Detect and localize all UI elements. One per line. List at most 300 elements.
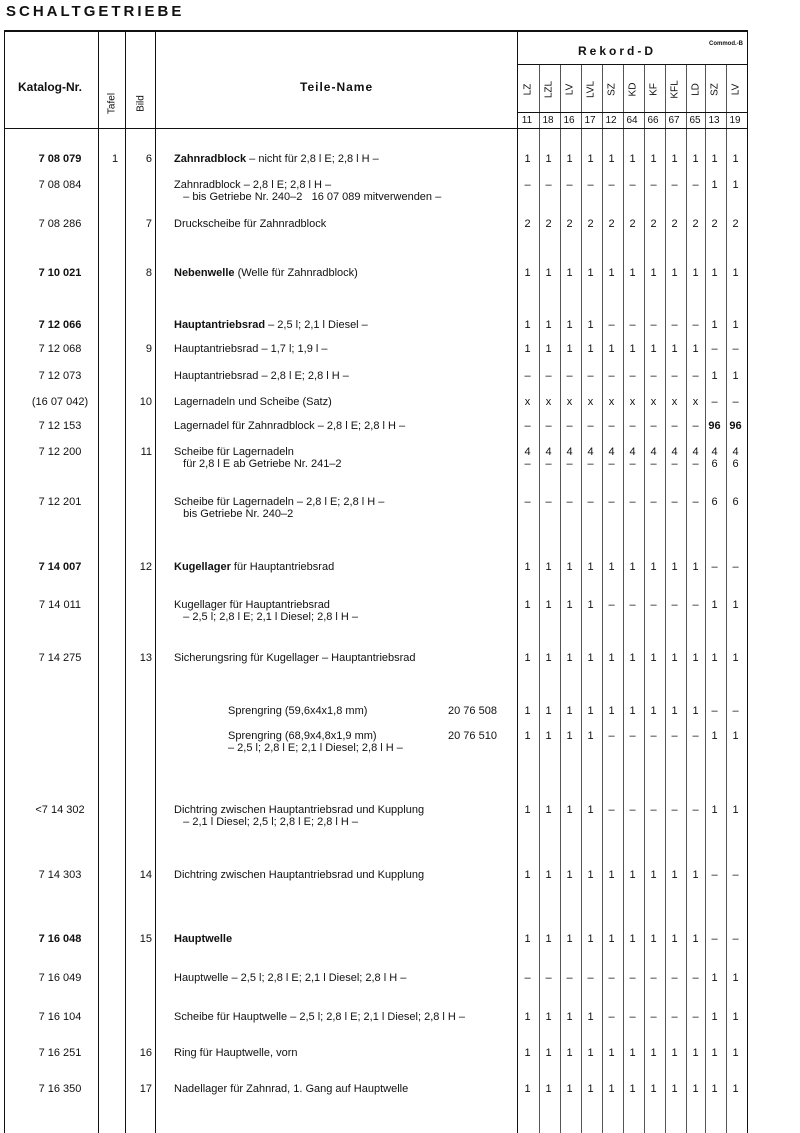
bild-number: 9 [145, 343, 152, 355]
quantity-cell: 1 [545, 652, 552, 664]
header-katalog: Katalog-Nr. [18, 80, 83, 94]
quantity-cell: x [587, 396, 594, 408]
quantity-cell: – [629, 972, 636, 984]
quantity-cell: 4 [711, 446, 718, 458]
header-teile-name: Teile-Name [300, 80, 374, 94]
bild-number: 6 [145, 153, 152, 165]
quantity-cell: – [711, 933, 718, 945]
quantity-cell: 4 [545, 446, 552, 458]
quantity-cell: 1 [711, 1011, 718, 1023]
quantity-cell: – [692, 1011, 699, 1023]
part-name: Kugellager für Hauptantriebsrad [174, 561, 335, 573]
quantity-cell: – [692, 370, 699, 382]
header-bild: Bild [135, 95, 147, 112]
quantity-cell: 1 [566, 1011, 573, 1023]
quantity-cell: – [671, 370, 678, 382]
column-code: SZ [606, 83, 618, 96]
quantity-cell: 1 [671, 267, 678, 279]
quantity-cell: 2 [524, 218, 531, 230]
quantity-cell: – [692, 420, 699, 432]
quantity-cell: 96 [729, 420, 742, 432]
column-number: 11 [521, 115, 533, 126]
quantity-cell: – [671, 496, 678, 508]
quantity-cell: 1 [711, 599, 718, 611]
quantity-cell: 1 [732, 972, 739, 984]
quantity-cell: – [545, 420, 552, 432]
quantity-cell: 6 [711, 458, 718, 470]
quantity-cell: 1 [692, 267, 699, 279]
quantity-cell: 1 [545, 933, 552, 945]
quantity-cell: 1 [545, 730, 552, 742]
quantity-cell: 1 [650, 933, 657, 945]
quantity-cell: 1 [732, 804, 739, 816]
quantity-cell: 1 [629, 869, 636, 881]
quantity-cell: – [650, 972, 657, 984]
catalog-number: 7 12 066 [38, 319, 82, 331]
quantity-cell: – [608, 496, 615, 508]
col-divider [517, 30, 518, 1133]
quantity-cell: – [650, 370, 657, 382]
quantity-cell: 1 [524, 599, 531, 611]
catalog-number: 7 16 048 [38, 933, 82, 945]
quantity-cell: 1 [587, 730, 594, 742]
quantity-cell: 1 [671, 561, 678, 573]
quantity-cell: – [650, 319, 657, 331]
quantity-cell: 1 [711, 652, 718, 664]
quantity-cell: 1 [608, 705, 615, 717]
quantity-cell: 1 [629, 705, 636, 717]
quantity-cell: – [692, 730, 699, 742]
quantity-cell: – [711, 705, 718, 717]
part-name: Nadellager für Zahnrad, 1. Gang auf Hauptwelle [174, 1083, 409, 1095]
quantity-cell: 1 [711, 804, 718, 816]
bild-number: 11 [140, 446, 152, 458]
quantity-cell: 6 [732, 458, 739, 470]
quantity-cell: – [608, 1011, 615, 1023]
quantity-cell: 2 [545, 218, 552, 230]
part-name: Sprengring (68,9x4,8x1,9 mm) – 2,5 l; 2,8 l E; 2,1 l Diesel; 2,8 l H – [228, 730, 403, 754]
quantity-cell: – [671, 458, 678, 470]
quantity-cell: – [608, 972, 615, 984]
part-name: Scheibe für Hauptwelle – 2,5 l; 2,8 l E; 2,1 l Diesel; 2,8 l H – [174, 1011, 466, 1023]
quantity-cell: – [629, 370, 636, 382]
catalog-number: 7 16 049 [38, 972, 82, 984]
quantity-cell: 1 [608, 267, 615, 279]
header-group-commodore: Commod.-B [709, 41, 743, 47]
quantity-cell: 1 [732, 153, 739, 165]
quantity-cell: 1 [692, 869, 699, 881]
quantity-cell: – [692, 179, 699, 191]
quantity-cell: 1 [587, 267, 594, 279]
quantity-cell: – [692, 496, 699, 508]
quantity-cell: 1 [587, 599, 594, 611]
column-code: KFL [669, 80, 681, 99]
quantity-cell: 1 [524, 1011, 531, 1023]
quantity-cell: 1 [566, 1083, 573, 1095]
quantity-cell: – [545, 370, 552, 382]
quantity-cell: 1 [587, 933, 594, 945]
quantity-cell: – [545, 972, 552, 984]
part-subnumber: 20 76 508 [448, 705, 497, 717]
quantity-cell: 1 [629, 1083, 636, 1095]
quantity-cell: 1 [524, 343, 531, 355]
quantity-cell: – [629, 179, 636, 191]
quantity-cell: – [692, 319, 699, 331]
quantity-cell: – [671, 730, 678, 742]
quantity-cell: 1 [629, 343, 636, 355]
header-divider [517, 64, 748, 65]
quantity-cell: 1 [671, 869, 678, 881]
quantity-cell: 2 [650, 218, 657, 230]
part-name: Scheibe für Lagernadeln – 2,8 l E; 2,8 l H – bis Getriebe Nr. 240–2 [174, 496, 385, 520]
quantity-cell: – [671, 420, 678, 432]
column-code: LV [564, 83, 576, 96]
catalog-number: (16 07 042) [31, 396, 89, 408]
column-code: LV [730, 83, 742, 96]
part-name: Hauptwelle [174, 933, 233, 945]
quantity-cell: 1 [692, 933, 699, 945]
quantity-cell: – [566, 420, 573, 432]
quantity-cell: 1 [608, 561, 615, 573]
quantity-cell: 1 [608, 652, 615, 664]
quantity-cell: 1 [608, 933, 615, 945]
bild-number: 10 [139, 396, 152, 408]
quantity-cell: – [587, 179, 594, 191]
quantity-cell: 1 [711, 1047, 718, 1059]
column-code: LZL [543, 80, 555, 99]
quantity-cell: 1 [732, 370, 739, 382]
part-name: Nebenwelle (Welle für Zahnradblock) [174, 267, 358, 279]
quantity-cell: 1 [629, 267, 636, 279]
column-code: KD [627, 82, 639, 97]
column-number: 17 [584, 115, 596, 126]
quantity-cell: 1 [629, 153, 636, 165]
quantity-cell: 1 [732, 1011, 739, 1023]
column-code: KF [648, 83, 660, 96]
quantity-cell: x [545, 396, 552, 408]
quantity-cell: 1 [671, 343, 678, 355]
catalog-number: 7 16 350 [38, 1083, 82, 1095]
quantity-cell: – [587, 496, 594, 508]
column-number: 16 [563, 115, 575, 126]
quantity-cell: – [671, 972, 678, 984]
quantity-cell: 4 [732, 446, 739, 458]
quantity-cell: 1 [545, 599, 552, 611]
quantity-cell: x [629, 396, 636, 408]
quantity-cell: – [671, 1011, 678, 1023]
quantity-cell: 4 [587, 446, 594, 458]
tafel-number: 1 [111, 153, 119, 165]
quantity-cell: 1 [587, 869, 594, 881]
quantity-cell: – [608, 730, 615, 742]
part-name: Hauptantriebsrad – 2,5 l; 2,1 l Diesel – [174, 319, 368, 331]
quantity-cell: 1 [566, 319, 573, 331]
bild-number: 14 [139, 869, 152, 881]
quantity-cell: 1 [732, 730, 739, 742]
bild-number: 16 [139, 1047, 152, 1059]
bild-number: 15 [139, 933, 152, 945]
column-number: 18 [542, 115, 554, 126]
quantity-cell: 2 [732, 218, 739, 230]
col-divider [125, 30, 126, 1133]
quantity-cell: 4 [692, 446, 699, 458]
quantity-cell: 1 [524, 869, 531, 881]
column-code: LVL [585, 80, 597, 99]
header-divider [517, 112, 748, 113]
quantity-cell: – [587, 420, 594, 432]
quantity-cell: 1 [587, 1083, 594, 1095]
quantity-cell: – [650, 730, 657, 742]
quantity-cell: 1 [566, 869, 573, 881]
part-name: Hauptwelle – 2,5 l; 2,8 l E; 2,1 l Diesel; 2,8 l H – [174, 972, 407, 984]
quantity-cell: 1 [587, 652, 594, 664]
column-code: LZ [522, 83, 534, 96]
quantity-cell: – [524, 458, 531, 470]
quantity-cell: – [587, 972, 594, 984]
bild-number: 17 [139, 1083, 152, 1095]
quantity-cell: 2 [711, 218, 718, 230]
quantity-cell: – [629, 319, 636, 331]
quantity-cell: – [545, 496, 552, 508]
catalog-number: 7 08 079 [38, 153, 82, 165]
quantity-cell: 1 [524, 153, 531, 165]
quantity-cell: 1 [524, 652, 531, 664]
quantity-cell: 1 [692, 1083, 699, 1095]
quantity-cell: 6 [732, 496, 739, 508]
quantity-cell: 1 [629, 1047, 636, 1059]
quantity-cell: 1 [566, 1047, 573, 1059]
quantity-cell: – [711, 396, 718, 408]
quantity-cell: – [711, 561, 718, 573]
quantity-cell: 1 [629, 652, 636, 664]
quantity-cell: 2 [629, 218, 636, 230]
quantity-cell: 2 [566, 218, 573, 230]
quantity-cell: 1 [524, 319, 531, 331]
quantity-cell: – [524, 179, 531, 191]
quantity-cell: – [671, 179, 678, 191]
quantity-cell: – [524, 972, 531, 984]
quantity-cell: 1 [711, 730, 718, 742]
quantity-cell: 1 [629, 561, 636, 573]
quantity-cell: 4 [650, 446, 657, 458]
catalog-number: 7 12 068 [38, 343, 82, 355]
quantity-cell: – [650, 179, 657, 191]
quantity-cell: 96 [708, 420, 721, 432]
quantity-cell: 1 [711, 370, 718, 382]
quantity-cell: 1 [545, 319, 552, 331]
quantity-cell: – [650, 458, 657, 470]
quantity-cell: 1 [566, 933, 573, 945]
quantity-cell: 1 [711, 153, 718, 165]
quantity-cell: – [608, 599, 615, 611]
quantity-cell: – [608, 370, 615, 382]
quantity-cell: 1 [524, 730, 531, 742]
part-name: Hauptantriebsrad – 2,8 l E; 2,8 l H – [174, 370, 349, 382]
quantity-cell: 1 [692, 561, 699, 573]
quantity-cell: 1 [671, 153, 678, 165]
quantity-cell: – [608, 319, 615, 331]
quantity-cell: 1 [692, 153, 699, 165]
quantity-cell: 1 [545, 1047, 552, 1059]
quantity-cell: 1 [692, 705, 699, 717]
quantity-cell: 6 [711, 496, 718, 508]
quantity-cell: 1 [566, 652, 573, 664]
part-name: Dichtring zwischen Hauptantriebsrad und Kupplung – 2,1 l Diesel; 2,5 l; 2,8 l E; 2,8 l H – [174, 804, 425, 828]
quantity-cell: 1 [566, 343, 573, 355]
quantity-cell: – [524, 496, 531, 508]
quantity-cell: – [692, 458, 699, 470]
quantity-cell: 1 [732, 179, 739, 191]
quantity-cell: 1 [545, 343, 552, 355]
quantity-cell: 1 [650, 652, 657, 664]
quantity-cell: – [545, 458, 552, 470]
quantity-cell: – [608, 179, 615, 191]
part-name: Ring für Hauptwelle, vorn [174, 1047, 298, 1059]
quantity-cell: 1 [692, 1047, 699, 1059]
quantity-cell: – [692, 599, 699, 611]
quantity-cell: – [650, 804, 657, 816]
quantity-cell: – [671, 804, 678, 816]
quantity-cell: 1 [650, 153, 657, 165]
quantity-cell: 1 [566, 730, 573, 742]
quantity-cell: – [524, 370, 531, 382]
quantity-cell: 1 [711, 1083, 718, 1095]
quantity-cell: x [566, 396, 573, 408]
quantity-cell: 1 [732, 1047, 739, 1059]
quantity-cell: – [545, 179, 552, 191]
quantity-cell: 1 [692, 652, 699, 664]
quantity-cell: – [629, 730, 636, 742]
quantity-cell: 1 [671, 652, 678, 664]
quantity-cell: 1 [650, 869, 657, 881]
quantity-cell: 2 [671, 218, 678, 230]
quantity-cell: 1 [524, 267, 531, 279]
part-name: Zahnradblock – nicht für 2,8 l E; 2,8 l H – [174, 153, 379, 165]
catalog-number: 7 10 021 [38, 267, 82, 279]
quantity-cell: 1 [566, 267, 573, 279]
quantity-cell: – [732, 705, 739, 717]
quantity-cell: 1 [587, 1047, 594, 1059]
quantity-cell: 1 [732, 652, 739, 664]
quantity-cell: 1 [732, 267, 739, 279]
quantity-cell: – [692, 972, 699, 984]
quantity-cell: – [629, 804, 636, 816]
catalog-number: 7 14 303 [38, 869, 82, 881]
quantity-cell: x [692, 396, 699, 408]
quantity-cell: 4 [608, 446, 615, 458]
quantity-cell: 2 [608, 218, 615, 230]
quantity-cell: 1 [732, 319, 739, 331]
quantity-cell: 4 [629, 446, 636, 458]
quantity-cell: 1 [545, 869, 552, 881]
quantity-cell: x [524, 396, 531, 408]
quantity-cell: 4 [524, 446, 531, 458]
quantity-cell: 1 [545, 561, 552, 573]
quantity-cell: 1 [732, 1083, 739, 1095]
quantity-cell: – [566, 458, 573, 470]
quantity-cell: 1 [566, 153, 573, 165]
column-number: 67 [668, 115, 680, 126]
quantity-cell: 1 [545, 267, 552, 279]
quantity-cell: 1 [524, 561, 531, 573]
page-title: SCHALTGETRIEBE [6, 3, 185, 20]
quantity-cell: 1 [711, 319, 718, 331]
catalog-number: 7 12 153 [38, 420, 82, 432]
quantity-cell: – [732, 396, 739, 408]
part-name: Lagernadel für Zahnradblock – 2,8 l E; 2,8 l H – [174, 420, 406, 432]
quantity-cell: 1 [650, 561, 657, 573]
part-subnumber: 20 76 510 [448, 730, 497, 742]
quantity-cell: – [608, 458, 615, 470]
part-name: Druckscheibe für Zahnradblock [174, 218, 327, 230]
catalog-number: 7 12 200 [38, 446, 82, 458]
catalog-number: 7 08 084 [38, 179, 82, 191]
quantity-cell: 1 [524, 1083, 531, 1095]
bild-number: 12 [139, 561, 152, 573]
column-number: 13 [708, 115, 720, 126]
quantity-cell: – [629, 496, 636, 508]
quantity-cell: – [650, 599, 657, 611]
quantity-cell: – [524, 420, 531, 432]
quantity-cell: 1 [732, 599, 739, 611]
quantity-cell: 1 [545, 1083, 552, 1095]
quantity-cell: 4 [671, 446, 678, 458]
column-number: 65 [689, 115, 701, 126]
quantity-cell: 1 [545, 153, 552, 165]
quantity-cell: 1 [566, 599, 573, 611]
quantity-cell: 1 [545, 705, 552, 717]
catalog-number: <7 14 302 [35, 804, 85, 816]
quantity-cell: 1 [566, 561, 573, 573]
quantity-cell: – [587, 370, 594, 382]
column-number: 64 [626, 115, 638, 126]
header-group-rekord: Rekord-D [578, 44, 657, 58]
header-tafel: Tafel [106, 92, 118, 115]
quantity-cell: 1 [711, 267, 718, 279]
bild-number: 7 [145, 218, 152, 230]
quantity-cell: x [608, 396, 615, 408]
quantity-cell: – [650, 1011, 657, 1023]
quantity-cell: 1 [608, 869, 615, 881]
quantity-cell: – [650, 496, 657, 508]
quantity-cell: 1 [587, 804, 594, 816]
column-number: 19 [729, 115, 741, 126]
quantity-cell: 1 [524, 705, 531, 717]
quantity-cell: – [732, 869, 739, 881]
quantity-cell: 1 [524, 804, 531, 816]
quantity-cell: 1 [608, 1083, 615, 1095]
quantity-cell: 2 [692, 218, 699, 230]
catalog-number: 7 16 104 [38, 1011, 82, 1023]
part-name: Dichtring zwischen Hauptantriebsrad und Kupplung [174, 869, 425, 881]
quantity-cell: – [650, 420, 657, 432]
quantity-cell: 1 [629, 933, 636, 945]
catalog-number: 7 12 201 [38, 496, 82, 508]
catalog-number: 7 14 007 [38, 561, 82, 573]
quantity-cell: – [711, 869, 718, 881]
quantity-cell: 4 [566, 446, 573, 458]
catalog-number: 7 14 011 [38, 599, 81, 611]
quantity-cell: 1 [671, 933, 678, 945]
quantity-cell: 1 [545, 804, 552, 816]
quantity-cell: – [566, 496, 573, 508]
header-bottom-line [4, 128, 748, 129]
part-name: Kugellager für Hauptantriebsrad – 2,5 l; 2,8 l E; 2,1 l Diesel; 2,8 l H – [174, 599, 359, 623]
quantity-cell: – [587, 458, 594, 470]
quantity-cell: 1 [671, 1083, 678, 1095]
quantity-cell: – [608, 420, 615, 432]
quantity-cell: – [629, 458, 636, 470]
